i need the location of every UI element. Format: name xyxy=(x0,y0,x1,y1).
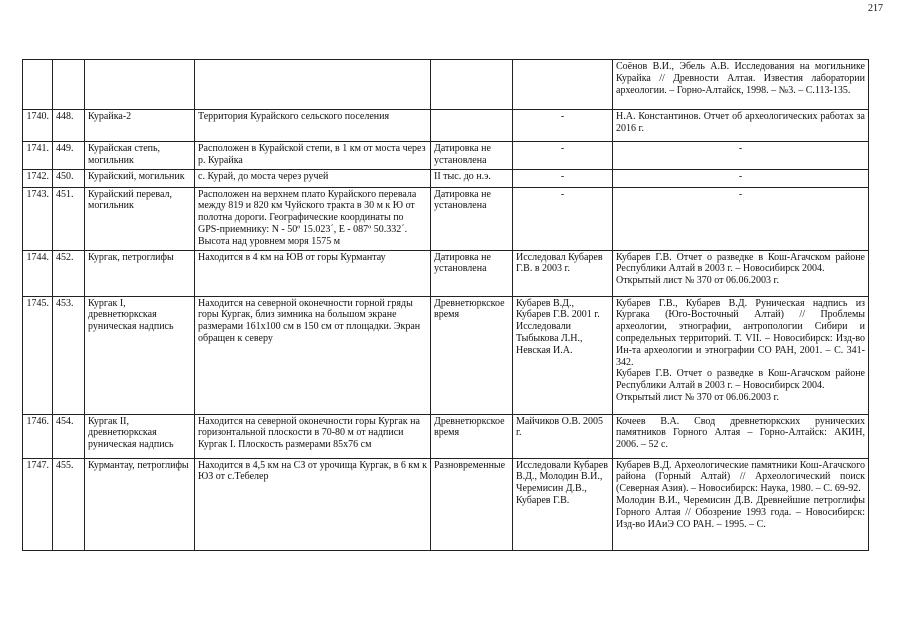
cell-name: Курмантау, петроглифы xyxy=(85,458,195,550)
literature-entry: Кубарев Г.В., Кубарев В.Д. Руническая надпись из Кургака (Юго-Восточный Алтай) // Проблемы археологии, этнографии, антропологии Сибири и сопредельных территорий. Т. VII. – Новосибирск: Изд-во Ин-та археологии и этнографии СО РАН, 2001. – С. 341-342. xyxy=(616,297,865,368)
literature-entry: Открытый лист № 370 от 06.06.2003 г. xyxy=(616,391,780,403)
literature-entry: Молодин В.И., Черемисин Д.В. Древнейшие петроглифы Горного Алтая // Обозрение 1993 года. – Новосибирск: Изд-во ИАиЭ СО РАН. – 1995. – С. xyxy=(616,494,865,530)
cell-sub-num: 448. xyxy=(53,110,85,142)
cell-researchers: Майчиков О.В. 2005 г. xyxy=(513,414,613,458)
table-row xyxy=(23,110,869,142)
cell-location: Находится на северной оконечности горы Кургак на горизонтальной плоскости в 70-80 м от надписи Кургак I. Плоскость размерами 85х76 см xyxy=(195,414,431,458)
cell-num xyxy=(23,60,53,110)
table-row xyxy=(23,458,869,550)
cell-location: Находится в 4 км на ЮВ от горы Курмантау xyxy=(195,250,431,296)
table-row xyxy=(23,169,869,187)
cell-num: 1740. xyxy=(23,110,53,142)
table-row xyxy=(23,414,869,458)
cell-name xyxy=(85,60,195,110)
page-number: 217 xyxy=(868,3,883,14)
cell-location: Находится в 4,5 км на СЗ от урочища Кургак, в 6 км к ЮЗ от с.Тебелер xyxy=(195,458,431,550)
cell-literature xyxy=(613,169,869,187)
cell-sub-num: 453. xyxy=(53,296,85,414)
cell-researchers: Исследовал Кубарев Г.В. в 2003 г. xyxy=(513,250,613,296)
monuments-table xyxy=(22,59,869,551)
cell-sub-num: 455. xyxy=(53,458,85,550)
cell-literature xyxy=(613,458,869,550)
literature-entry: - xyxy=(738,188,743,200)
cell-name: Кургак I, древнетюркская руническая надпись xyxy=(85,296,195,414)
cell-location: с. Курай, до моста через ручей xyxy=(195,169,431,187)
table-row xyxy=(23,296,869,414)
cell-researchers: Кубарев В.Д., Кубарев Г.В. 2001 г. Исследовали Тыбыкова Л.Н., Невская И.А. xyxy=(513,296,613,414)
cell-name: Курайский, могильник xyxy=(85,169,195,187)
cell-sub-num: 449. xyxy=(53,142,85,170)
literature-entry: Кочеев В.А. Свод древнетюркских рунических памятников Горного Алтая – Горно-Алтайск: АКИН, 2006. – 52 с. xyxy=(616,415,865,451)
cell-dating: Древнетюркское время xyxy=(431,414,513,458)
table-row-continuation xyxy=(23,60,869,110)
cell-num: 1745. xyxy=(23,296,53,414)
cell-literature xyxy=(613,60,869,110)
cell-location xyxy=(195,60,431,110)
table-row xyxy=(23,187,869,250)
cell-num: 1744. xyxy=(23,250,53,296)
literature-entry: Открытый лист № 370 от 06.06.2003 г. xyxy=(616,275,780,287)
cell-name: Кургак, петроглифы xyxy=(85,250,195,296)
cell-dating: Датировка не установлена xyxy=(431,187,513,250)
cell-dating: II тыс. до н.э. xyxy=(431,169,513,187)
literature-entry: Кубарев Г.В. Отчет о разведке в Кош-Агачском районе Республики Алтай в 2003 г. – Новосибирск 2004. xyxy=(616,251,865,275)
cell-name: Кургак II, древнетюркская руническая надпись xyxy=(85,414,195,458)
cell-literature xyxy=(613,296,869,414)
cell-researchers: Исследовали Кубарев В.Д., Молодин В.И., Черемисин Д.В., Кубарев Г.В. xyxy=(513,458,613,550)
cell-researchers xyxy=(513,60,613,110)
literature-entry: Н.А. Константинов. Отчет об археологических работах за 2016 г. xyxy=(616,111,865,134)
cell-sub-num: 451. xyxy=(53,187,85,250)
cell-num: 1743. xyxy=(23,187,53,250)
table-row xyxy=(23,142,869,170)
cell-location: Расположен на верхнем плато Курайского перевала между 819 и 820 км Чуйского тракта в 30 м к Ю от полотна дороги. Географические координаты по GPS-приемнику: N - 50º 15.023´, E - 087º 50.332´. Высота над уровнем моря 1575 м xyxy=(195,187,431,250)
cell-num: 1741. xyxy=(23,142,53,170)
cell-literature xyxy=(613,187,869,250)
cell-location: Находится на северной оконечности горной гряды горы Кургак, близ зимника на большом экране размерами 161х100 см в 150 см от площадки. Экран обращен к северу xyxy=(195,296,431,414)
cell-dating: Датировка не установлена xyxy=(431,142,513,170)
literature-entry: Кубарев В.Д. Археологические памятники Кош-Агачского района (Горный Алтай) // Археологический поиск (Северная Азия). – Новосибирск: Наука, 1980. – С. 69-92. xyxy=(616,459,865,495)
cell-location: Территория Курайского сельского поселения xyxy=(195,110,431,142)
literature-entry: Кубарев Г.В. Отчет о разведке в Кош-Агачском районе Республики Алтай в 2003 г. – Новосибирск 2004. xyxy=(616,368,865,392)
cell-dating: Древнетюркское время xyxy=(431,296,513,414)
cell-dating xyxy=(431,110,513,142)
cell-sub-num: 454. xyxy=(53,414,85,458)
cell-researchers: - xyxy=(513,142,613,170)
literature-entry: - xyxy=(738,170,743,182)
cell-num: 1746. xyxy=(23,414,53,458)
cell-literature xyxy=(613,414,869,458)
cell-location: Расположен в Курайской степи, в 1 км от моста через р. Курайка xyxy=(195,142,431,170)
cell-literature xyxy=(613,250,869,296)
literature-entry: Соёнов В.И., Эбель А.В. Исследования на могильнике Курайка // Древности Алтая. Известия лаборатории археологии. – Горно-Алтайск, 1998. – №3. – С.113-135. xyxy=(616,61,865,96)
cell-dating xyxy=(431,60,513,110)
cell-name: Курайская степь, могильник xyxy=(85,142,195,170)
cell-researchers: - xyxy=(513,187,613,250)
cell-dating: Разновременные xyxy=(431,458,513,550)
cell-researchers: - xyxy=(513,110,613,142)
cell-literature xyxy=(613,142,869,170)
cell-name: Курайка-2 xyxy=(85,110,195,142)
literature-entry: - xyxy=(738,143,743,154)
cell-sub-num: 450. xyxy=(53,169,85,187)
cell-sub-num: 452. xyxy=(53,250,85,296)
cell-num: 1742. xyxy=(23,169,53,187)
cell-literature xyxy=(613,110,869,142)
cell-num: 1747. xyxy=(23,458,53,550)
cell-sub-num xyxy=(53,60,85,110)
cell-researchers: - xyxy=(513,169,613,187)
table-row xyxy=(23,250,869,296)
cell-dating: Датировка не установлена xyxy=(431,250,513,296)
cell-name: Курайский перевал, могильник xyxy=(85,187,195,250)
